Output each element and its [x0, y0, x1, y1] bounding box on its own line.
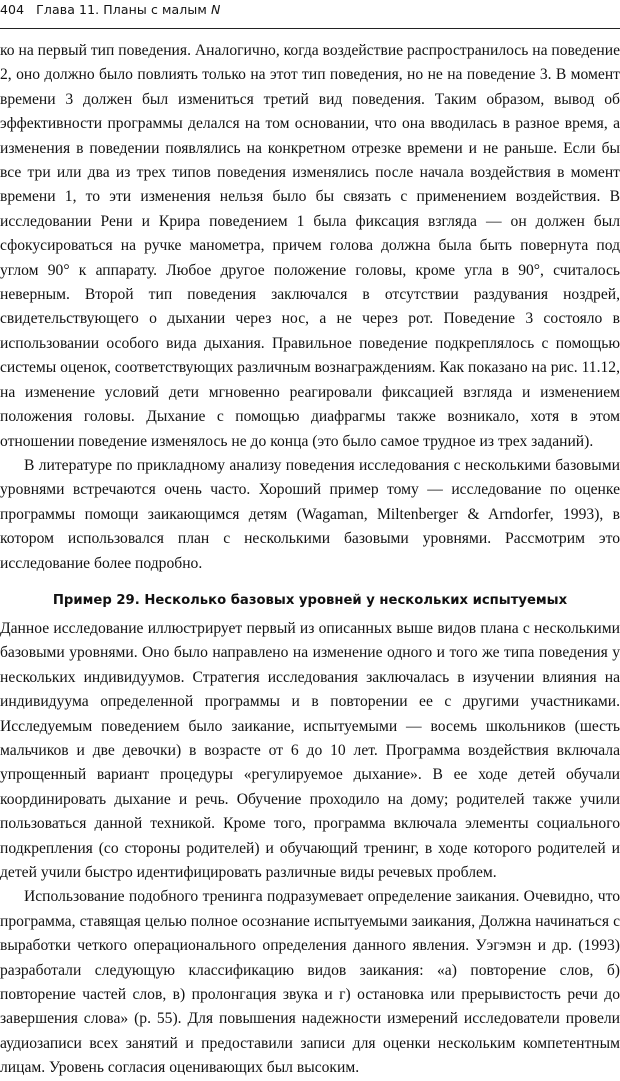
page-number: 404 [0, 2, 25, 17]
paragraph-continuation: ко на первый тип поведения. Аналогично, когда воздействие распространилось на поведение 2, оно должно было повлиять только на этот тип поведения, но не на поведение 3. В момент времени 3 должен был измениться третий вид поведения. Таким образом, вывод об эффективности программы делался на том основании, что она вводилась в разное время, а изменения в поведении появлялись на конкретном отрезке времени и не раньше. Если бы все три или два из трех типов поведения изменялись после начала воздействия в момент времени 1, то эти изменения нельзя было бы связать с применением воздействия. В исследовании Рени и Крира поведением 1 была фиксация взгляда — он должен был сфокусироваться на ручке манометра, причем голова должна была быть повернута под углом 90° к аппарату. Любое другое положение головы, кроме угла в 90°, считалось неверным. Второй тип поведения заключался в отсутствии раздувания ноздрей, свидетельствующего о дыхании через нос, а не через рот. Поведение 3 состояло в использовании особого вида дыхания. Правильное поведение подкреплялось с помощью системы оценок, соответствующих различным вознаграждениям. Как показано на рис. 11.12, на изменение условий дети мгновенно реагировали фиксацией взгляда и изменением положения головы. Дыхание с помощью диафрагмы также возникало, хотя в этом отношении поведение изменялось не до конца (это было самое трудное из трех заданий). [0, 42, 620, 450]
running-header [0, 2, 620, 29]
running-title [36, 2, 220, 18]
paragraph-stuttering-definition: Использование подобного тренинга подразумевает определение заикания. Очевидно, что программа, ставящая целью полное осознание испытуемыми заикания, Должна начинаться с выработки четкого операционального определения данного явления. Уэгэмэн и др. (1993) разработали следующую классификацию видов заикания: «а) повторение слов, б) повторение частей слов, в) пролонгация звука и г) остановка или прерывистость речи до завершения слова» (р. 55). Для повышения надежности измерений исследователи провели аудиозаписи всех занятий и предоставили записи для оценки нескольким компетентным лицам. Уровень согласия оценивающих был высоким. [0, 888, 620, 1077]
running-title-text: Глава 11. Планы с малым [36, 2, 211, 17]
example-heading: Пример 29. Несколько базовых уровней у нескольких испытуемых [52, 592, 568, 608]
paragraph-literature: В литературе по прикладному анализу поведения исследования с несколькими базовыми уровнями встречаются очень часто. Хороший пример тому — исследование по оценке программы помощи заикающимся детям (Wagaman, Miltenberger & Arndorfer, 1993), в котором использовался план с несколькими базовыми уровнями. Рассмотрим это исследование более подробно. [0, 456, 620, 572]
paragraph-study-description: Данное исследование иллюстрирует первый из описанных выше видов плана с несколькими базовыми уровнями. Оно было направлено на изменение одного и того же типа поведения у нескольких индивидуумов. Стратегия исследования заключалась в изучении влияния на индивидуума определенной программы и в повторении ее с другими участниками. Исследуемым поведением было заикание, испытуемыми — восемь школьников (шесть мальчиков и две девочки) в возрасте от 6 до 10 лет. Программа воздействия включала упрощенный вариант процедуры «регулируемое дыхание». В ее ходе детей обучали координировать дыхание и речь. Обучение проходило на дому; родителей также учили пользоваться данной техникой. Кроме того, программа включала элементы социального подкрепления (со стороны родителей) и обучающий тренинг, в ходе которого родителей и детей учили быстро идентифицировать различные виды речевых проблем. [0, 619, 620, 881]
running-title-italic: N [210, 2, 221, 17]
